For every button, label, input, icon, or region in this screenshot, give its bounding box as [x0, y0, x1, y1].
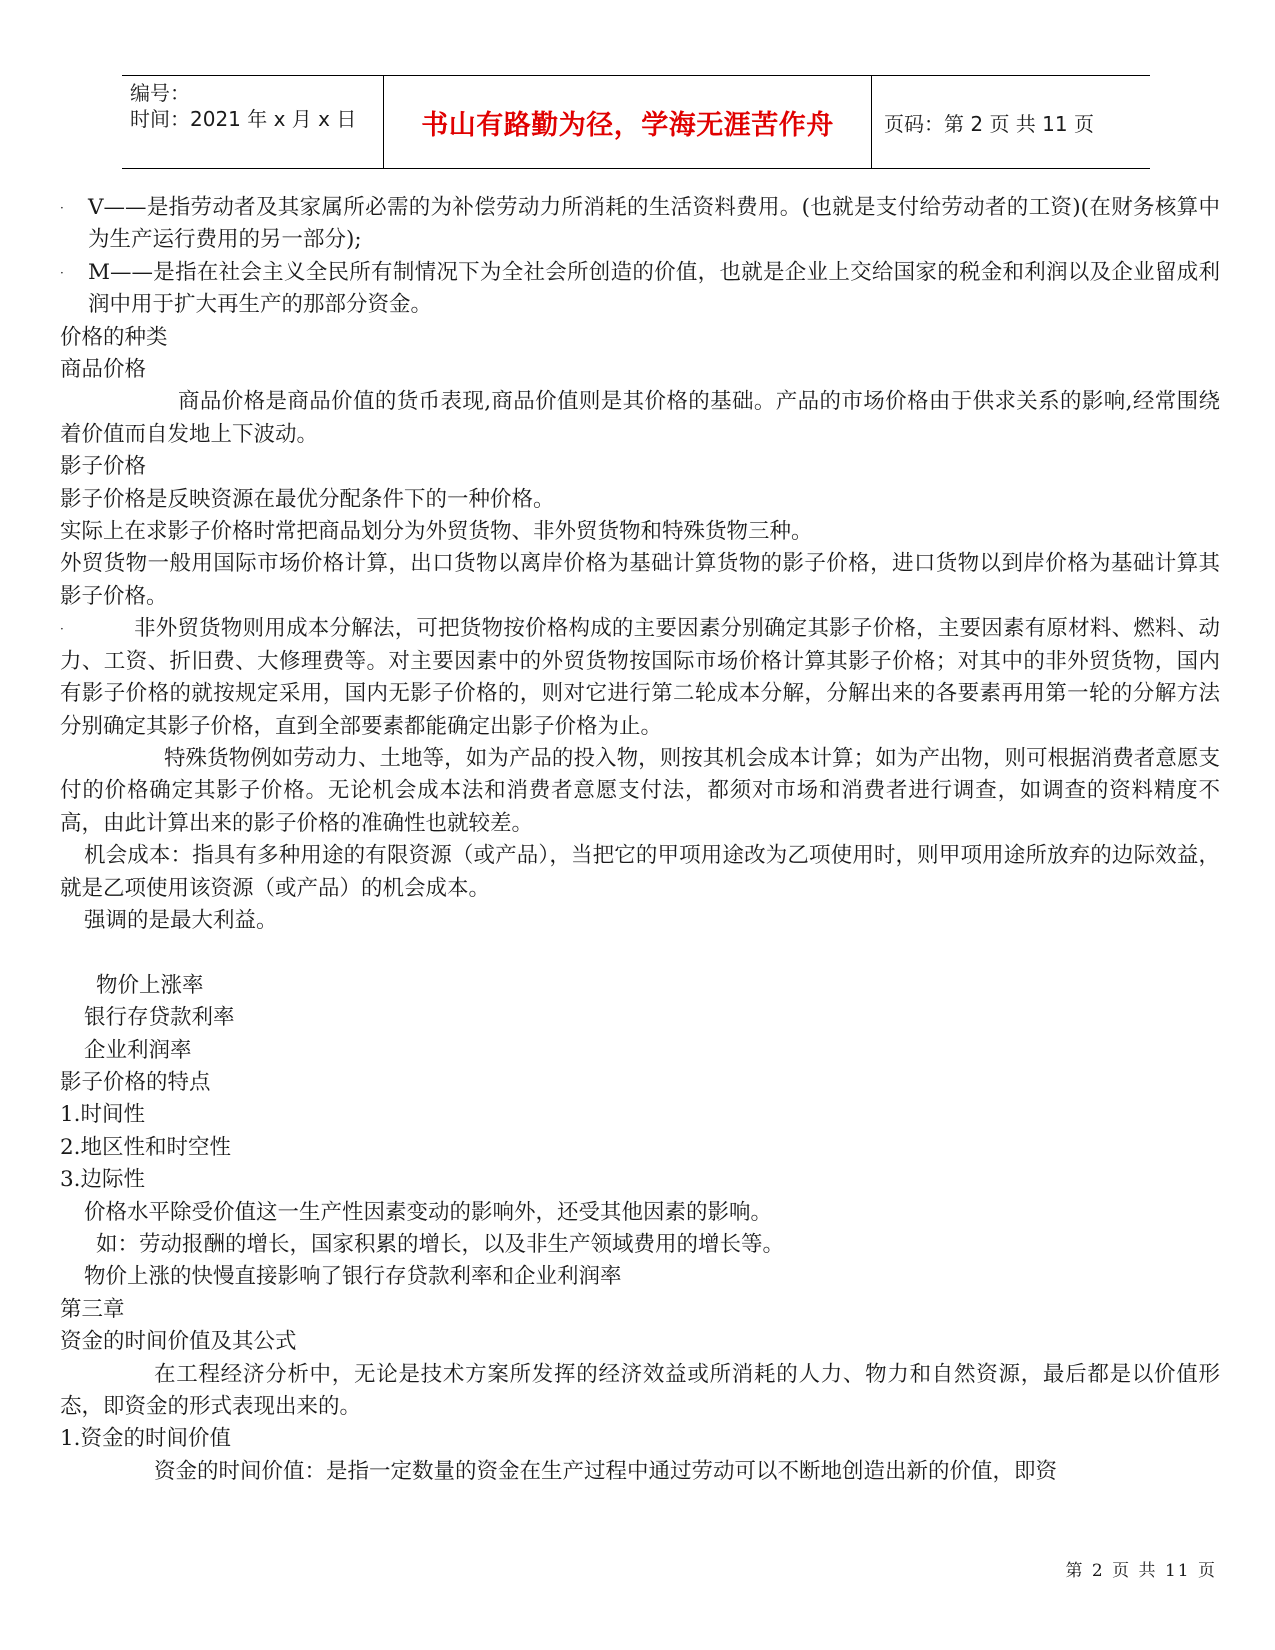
feature-time: 1.时间性 — [60, 1102, 146, 1128]
paragraph-opportunity-cost: 机会成本：指具有多种用途的有限资源（或产品），当把它的甲项用途改为乙项使用时，则甲项用途所放弃的边际效益，就是乙项使用该资源（或产品）的机会成本。 — [60, 843, 1220, 901]
document-time-label: 时间：2021 年 x 月 x 日 — [130, 107, 357, 131]
heading-price-types: 价格的种类 — [60, 324, 168, 350]
paragraph-v-definition: · V——是指劳动者及其家属所必需的为补偿劳动力所消耗的生活资料费用。(也就是支付给劳动者的工资)(在财务核算中为生产运行费用的另一部分); — [60, 192, 1220, 257]
feature-region: 2.地区性和时空性 — [60, 1134, 232, 1160]
paragraph-m-definition: · M——是指在社会主义全民所有制情况下为全社会所创造的价值，也就是企业上交给国家的税金和利润以及企业留成利润中用于扩大再生产的那部分资金。 — [60, 257, 1220, 322]
header-page-label: 页码：第 2 页 共 11 页 — [884, 111, 1094, 136]
header-motto: 书山有路勤为径，学海无涯苦作舟 — [384, 76, 872, 168]
heading-shadow-price-features: 影子价格的特点 — [60, 1069, 211, 1095]
document-number-label: 编号： — [130, 81, 190, 105]
bullet-dot: · — [60, 201, 64, 215]
item-enterprise-profit-rate: 企业利润率 — [84, 1037, 192, 1063]
feature-marginal: 3.边际性 — [60, 1167, 146, 1193]
heading-shadow-price: 影子价格 — [60, 454, 147, 480]
paragraph-inflation-effect: 物价上涨的快慢直接影响了银行存贷款利率和企业利润率 — [84, 1264, 622, 1290]
paragraph-goods-division: 实际上在求影子价格时常把商品划分为外贸货物、非外贸货物和特殊货物三种。 — [60, 519, 813, 545]
heading-commodity-price: 商品价格 — [60, 357, 147, 383]
item-bank-interest-rate: 银行存贷款利率 — [84, 1005, 235, 1031]
document-body — [60, 192, 1220, 1488]
paragraph-special-goods: 特殊货物例如劳动力、土地等，如为产品的投入物，则按其机会成本计算；如为产出物，则可根据消费者意愿支付的价格确定其影子价格。无论机会成本法和消费者意愿支付法，都须对市场和消费者进行调查，如调查的资料精度不高，由此计算出来的影子价格的准确性也就较差。 — [60, 745, 1220, 836]
paragraph-max-benefit: 强调的是最大利益。 — [84, 907, 278, 933]
header-meta-cell — [122, 76, 384, 168]
bullet-dot: · — [60, 622, 64, 637]
blank-line — [60, 937, 1220, 969]
document-header — [122, 75, 1150, 169]
paragraph-price-level: 价格水平除受价值这一生产性因素变动的影响外，还受其他因素的影响。 — [84, 1199, 773, 1225]
paragraph-commodity-price: 商品价格是商品价值的货币表现,商品价值则是其价格的基础。产品的市场价格由于供求关系的影响,经常围绕着价值而自发地上下波动。 — [60, 389, 1220, 447]
paragraph-engineering-analysis: 在工程经济分析中，无论是技术方案所发挥的经济效益或所消耗的人力、物力和自然资源，最后都是以价值形态，即资金的形式表现出来的。 — [60, 1361, 1220, 1420]
heading-chapter-three: 第三章 — [60, 1296, 125, 1322]
paragraph-non-foreign-trade-goods: · 非外贸货物则用成本分解法，可把货物按价格构成的主要因素分别确定其影子价格，主要因素有原材料、燃料、动力、工资、折旧费、大修理费等。对主要因素中的外贸货物按国际市场价格计算其影子价格；对其中的非外贸货物，国内有影子价格的就按规定采用，国内无影子价格的，则对它进行第二轮成本分解，分解出来的各要素再用第一轮的分解方法分别确定其影子价格，直到全部要素都能确定出影子价格为止。 — [60, 613, 1220, 743]
paragraph-foreign-trade-goods: 外贸货物一般用国际市场价格计算，出口货物以离岸价格为基础计算货物的影子价格，进口货物以到岸价格为基础计算其影子价格。 — [60, 551, 1220, 609]
item-inflation-rate: 物价上涨率 — [96, 972, 204, 998]
bullet-dot: · — [60, 265, 64, 280]
paragraph-example: 如：劳动报酬的增长，国家积累的增长，以及非生产领域费用的增长等。 — [96, 1232, 785, 1257]
paragraph-shadow-price-def: 影子价格是反映资源在最优分配条件下的一种价格。 — [60, 486, 555, 512]
page-footer: 第 2 页 共 11 页 — [1065, 1561, 1217, 1581]
heading-time-value: 资金的时间价值及其公式 — [60, 1329, 297, 1355]
heading-time-value-1: 1.资金的时间价值 — [60, 1426, 232, 1452]
paragraph-time-value-def: 资金的时间价值：是指一定数量的资金在生产过程中通过劳动可以不断地创造出新的价值，即资 — [154, 1458, 1058, 1484]
